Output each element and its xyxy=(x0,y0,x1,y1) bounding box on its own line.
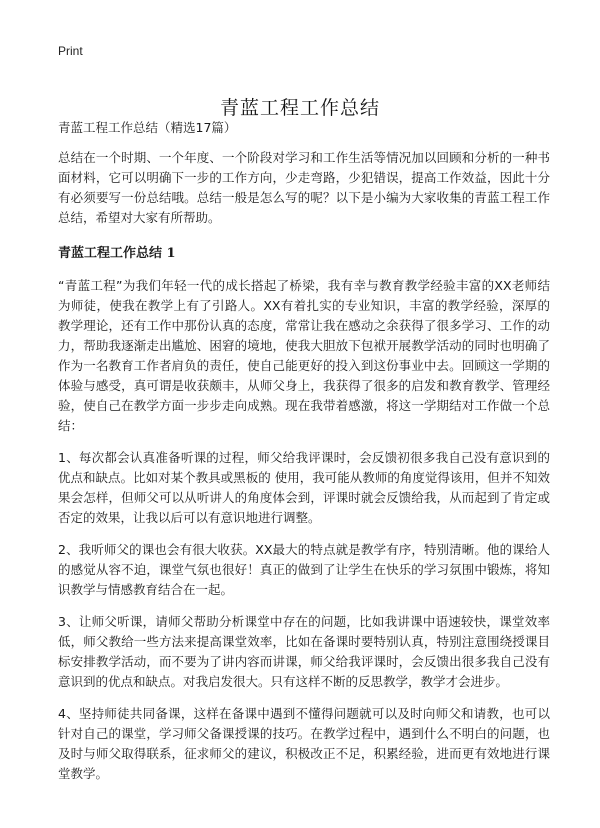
body-paragraph: 4、坚持师徒共同备课，这样在备课中遇到不懂得问题就可以及时向师父和请教，也可以针对自己的课堂，学习师父备课授课的技巧。在教学过程中，遇到什么不明白的问题，也及时与师父取得联系，征求师父的建议，积极改正不足，积累经验，进而更有效地进行课堂教学。 xyxy=(58,706,550,781)
intro-paragraph: 总结在一个时期、一个年度、一个阶段对学习和工作生活等情况加以回顾和分析的一种书面材料，它可以明确下一步的工作方向，少走弯路，少犯错误，提高工作效益，因此十分有必须要写一份总结哦。总结一般是怎么写的呢？以下是小编为大家收集的青蓝工程工作总结，希望对大家有所帮助。 xyxy=(58,150,550,225)
body-paragraph: 2、我听师父的课也会有很大收获。XX最大的特点就是教学有序，特别清晰。他的课给人的感觉从容不迫，课堂气氛也很好！真正的做到了让学生在快乐的学习氛围中锻炼，将知识教学与情感教育结合在一起。 xyxy=(58,542,550,597)
section-heading: 青蓝工程工作总结 1 xyxy=(58,246,176,261)
document-body xyxy=(58,118,550,796)
print-label[interactable]: Print xyxy=(58,44,83,58)
body-paragraph: 3、让师父听课，请师父帮助分析课堂中存在的问题，比如我讲课中语速较快，课堂效率低，师父教给一些方法来提高课堂效率，比如在备课时要特别认真，特别注意围绕授课目标安排教学活动，而不要为了讲内容而讲课，师父给我评课时，会反馈出很多我自己没有意识到的优点和缺点。对我启发很大。只有这样不断的反思教学，教学才会进步。 xyxy=(58,614,550,689)
document-subtitle: 青蓝工程工作总结（精选17篇） xyxy=(58,120,237,135)
body-paragraph: 1、每次都会认真准备听课的过程，师父给我评课时，会反馈初很多我自己没有意识到的优点和缺点。比如对某个教具或黑板的 使用，我可能从教师的角度觉得该用，但并不知效果会怎样，但师父可以从听讲人的角度体会到，评课时就会反馈给我，从而起到了肯定或否定的效果，让我以后可以有意识地进行调整。 xyxy=(58,450,550,525)
document-title: 青蓝工程工作总结 xyxy=(219,96,380,119)
body-paragraph: “青蓝工程”为我们年轻一代的成长搭起了桥梁，我有幸与教育教学经验丰富的XX老师结为师徒，使我在教学上有了引路人。XX有着扎实的专业知识，丰富的教学经验，深厚的教学理论，还有工作中那份认真的态度，常常让我在感动之余获得了很多学习、工作的动力，帮助我逐渐走出尴尬、困窘的境地，使我大胆放下包袱开展教学活动的同时也明确了作为一名教育工作者肩负的责任，使自己能更好的投入到这份事业中去。回顾这一学期的体验与感受，真可谓是收获颇丰，从师父身上，我获得了很多的启发和教育教学、管理经验，使自己在教学方面一步步走向成熟。现在我带着感激，将这一学期结对工作做一个总结： xyxy=(58,278,550,433)
